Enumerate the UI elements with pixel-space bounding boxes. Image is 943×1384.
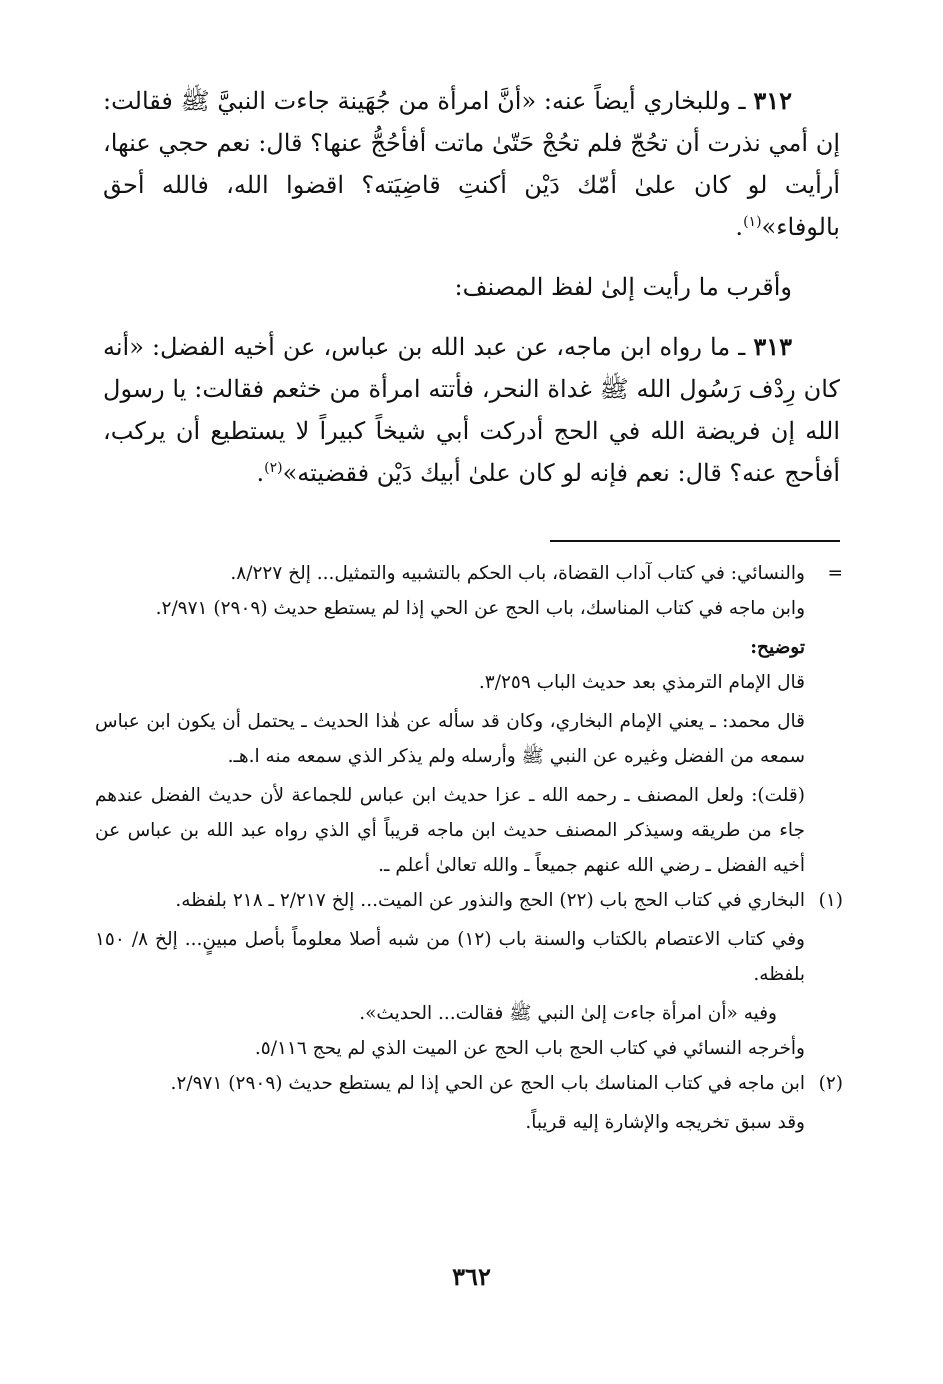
footnote-line: وقد سبق تخريجه والإشارة إليه قريباً. [525, 1112, 805, 1133]
footnote-body [95, 556, 805, 883]
footnote-line: (قلت): ولعل المصنف ـ رحمه الله ـ عزا حديث ابن عباس للجماعة لأن حديث الفضل عندهم جاء من طريقه وسيذكر المصنف حديث ابن ماجه قريباً أي الذي رواه عبد الله بن عباس عن أخيه الفضل ـ رضي الله عنهم جميعاً ـ والله تعالىٰ أعلم ـ. [95, 785, 805, 876]
footnote-line: وابن ماجه في كتاب المناسك، باب الحج عن الحي إذا لم يستطع حديث (٢٩٠٩) ٢/٩٧١. [155, 598, 805, 619]
footnote-line: والنسائي: في كتاب آداب القضاة، باب الحكم بالتشبيه والتمثيل... إلخ ٨/٢٢٧. [230, 563, 805, 584]
footnote-marker: (١) [818, 890, 843, 911]
page-number: ٣٦٢ [452, 1262, 491, 1291]
transition-line: وأقرب ما رأيت إلىٰ لفظ المصنف: [454, 273, 792, 301]
footnote-1 [95, 883, 843, 1066]
footnote-2 [95, 1066, 843, 1140]
main-text [103, 80, 840, 494]
footnote-line: قال الإمام الترمذي بعد حديث الباب ٣/٢٥٩. [478, 672, 805, 693]
footnote-ref[interactable]: (١) [743, 214, 762, 230]
footnote-line: وفيه «أن امرأة جاءت إلىٰ النبي ﷺ فقالت... الحديث». [359, 1003, 777, 1024]
footnote-line: قال محمد: ـ يعني الإمام البخاري، وكان قد سأله عن هٰذا الحديث ـ يحتمل أن يكون ابن عباس سمعه من الفضل وغيره عن النبي ﷺ وأرسله ولم يذكر الذي سمعه منه ا.هـ. [95, 711, 805, 767]
hadith-312 [103, 80, 840, 248]
period: . [256, 459, 265, 487]
footnote-ref[interactable]: (٢) [264, 460, 283, 476]
footnote-line: البخاري في كتاب الحج باب (٢٢) الحج والنذور عن الميت... إلخ ٢/٢١٧ ـ ٢١٨ بلفظه. [175, 890, 805, 911]
footnote-line: ابن ماجه في كتاب المناسك باب الحج عن الحي إذا لم يستطع حديث (٢٩٠٩) ٢/٩٧١. [170, 1073, 805, 1094]
footnote-marker: (٢) [818, 1073, 843, 1094]
footnote-body [95, 883, 805, 1066]
period: . [735, 213, 744, 241]
footnote-separator [550, 540, 840, 542]
footnote-line: وفي كتاب الاعتصام بالكتاب والسنة باب (١٢) من شبه أصلا معلوماً بأصل مبينٍ... إلخ ٨/ ١٥٠ بلفظه. [95, 929, 805, 985]
footnote-heading: توضيح: [750, 637, 805, 658]
footnote-body [95, 1066, 805, 1140]
hadith-text: ـ وللبخاري أيضاً عنه: «أنَّ امرأة من جُهَينة جاءت النبيَّ ﷺ فقالت: إن أمي نذرت أن تحُجّ فلم تحُجْ حَتّىٰ ماتت أفأحُجُّ عنها؟ قال: نعم حجي عنها، أرأيت لو كان علىٰ أمّك دَيْن أكنتِ قاضِيَته؟ اقضوا الله، فالله أحق بالوفاء» [103, 87, 840, 241]
footnote-continuation [95, 556, 843, 883]
hadith-number: ٣١٢ [753, 86, 792, 115]
hadith-text: ـ ما رواه ابن ماجه، عن عبد الله بن عباس، عن أخيه الفضل: «أنه كان رِدْف رَسُول الله ﷺ غداة النحر، فأتته امرأة من خثعم فقالت: يا رسول الله إن فريضة الله في الحج أدركت أبي شيخاً كبيراً لا يستطيع أن يركب، أفأحج عنه؟ قال: نعم فإنه لو كان علىٰ أبيك دَيْن فقضيته» [103, 333, 840, 487]
footnote-line: وأخرجه النسائي في كتاب الحج باب الحج عن الميت الذي لم يحج ٥/١١٦. [254, 1038, 805, 1059]
footnote-marker: = [827, 563, 843, 584]
hadith-313 [103, 326, 840, 494]
hadith-number: ٣١٣ [753, 332, 792, 361]
footnotes [95, 556, 843, 1140]
